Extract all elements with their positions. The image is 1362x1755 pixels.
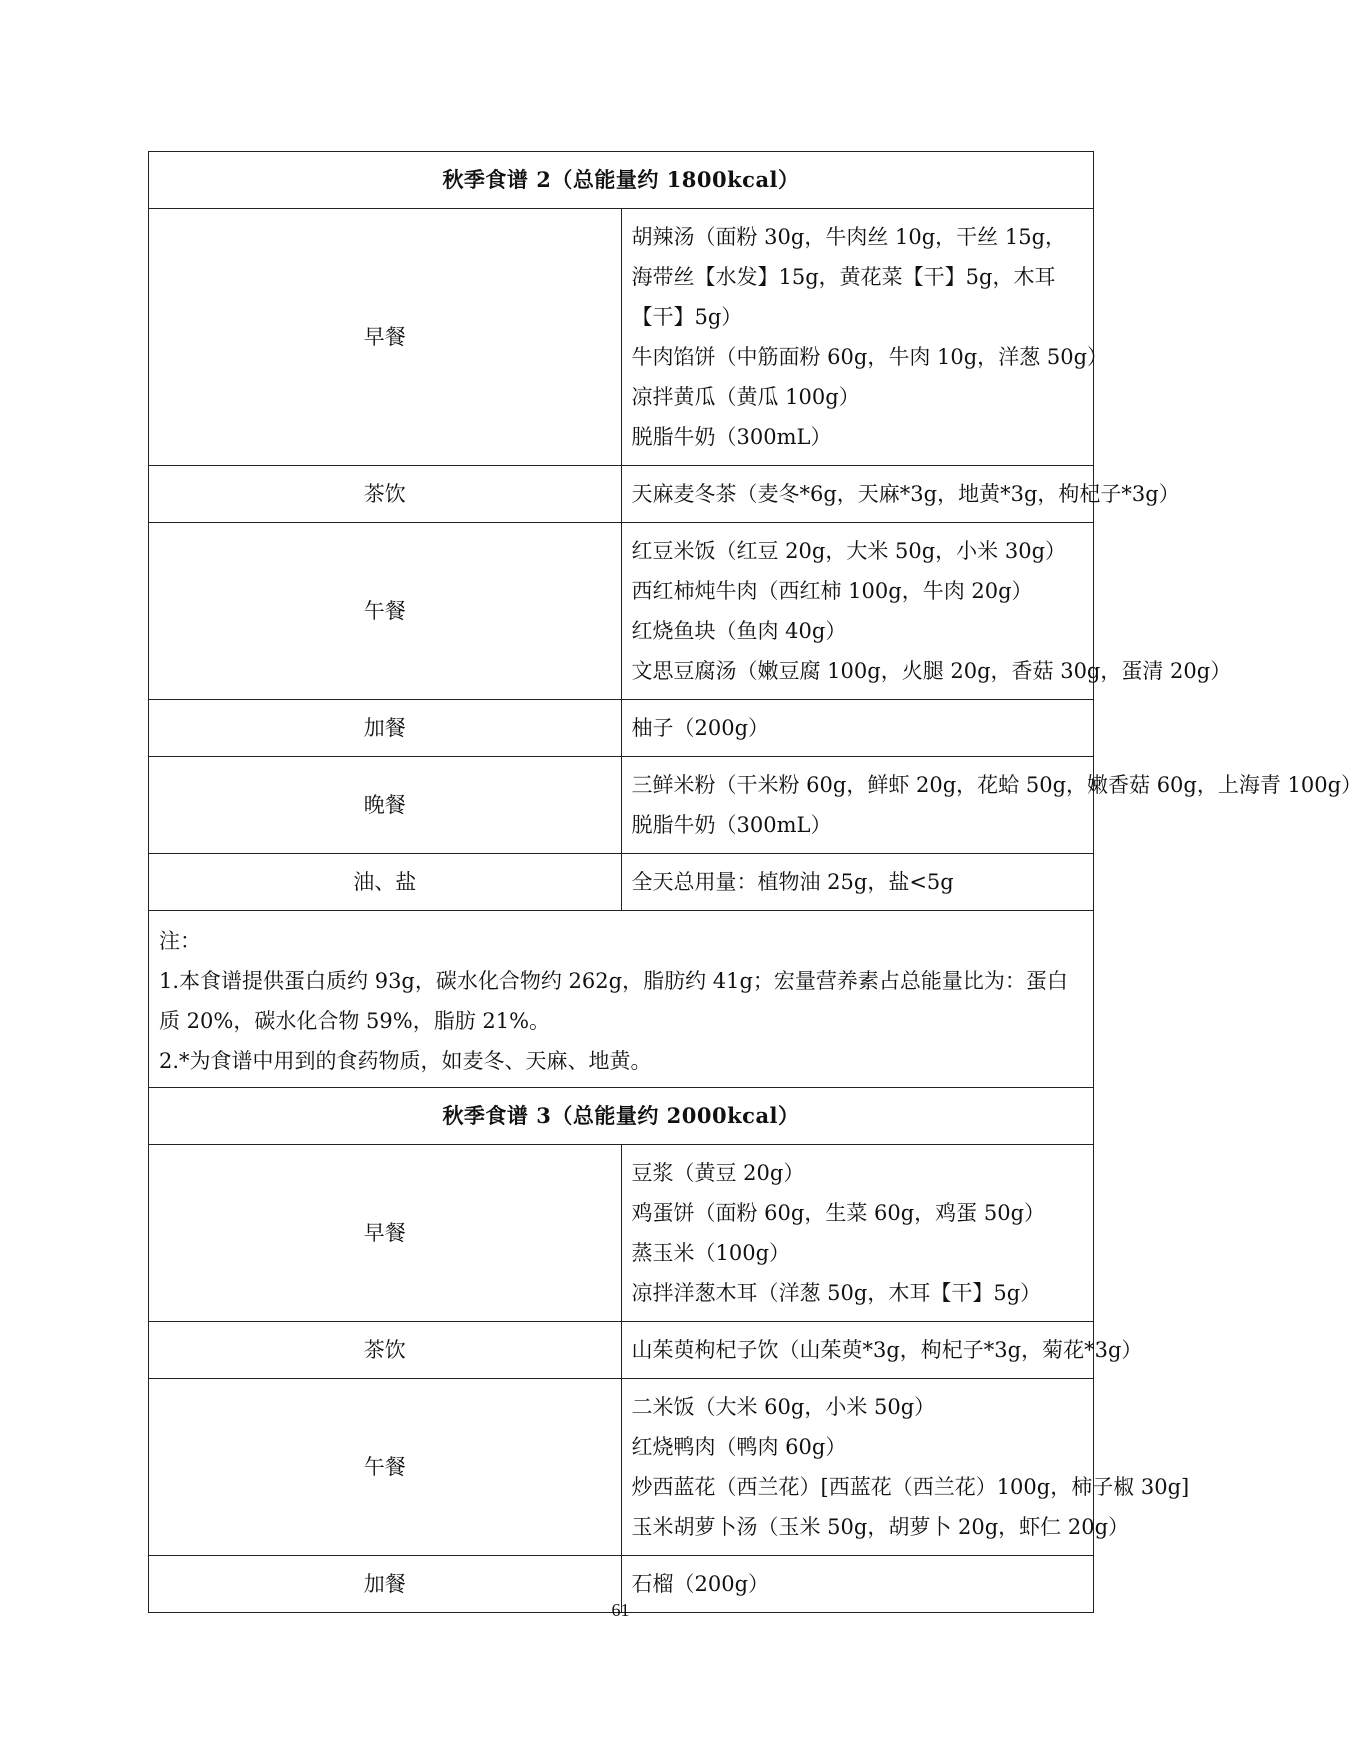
menu-item: 石榴（200g） — [631, 1572, 770, 1596]
menu-item: 柚子（200g） — [631, 716, 770, 740]
menu3-row-lunch — [149, 1379, 1094, 1556]
menu-item: 文思豆腐汤（嫩豆腐 100g，火腿 20g，香菇 30g，蛋清 20g） — [631, 659, 1232, 683]
menu-item: 蒸玉米（100g） — [631, 1241, 791, 1265]
meal-name-tea: 茶饮 — [149, 1322, 622, 1379]
meal-name-dinner: 晚餐 — [149, 757, 622, 854]
meal-name-snack: 加餐 — [149, 700, 622, 757]
menu-item: 鸡蛋饼（面粉 60g，生菜 60g，鸡蛋 50g） — [631, 1201, 1046, 1225]
menu3-row-breakfast — [149, 1145, 1094, 1322]
page-number: 61 — [611, 1600, 630, 1620]
meal-items-lunch — [621, 1379, 1190, 1556]
meal-name-lunch: 午餐 — [149, 1379, 622, 1556]
menu-item: 全天总用量：植物油 25g，盐<5g — [631, 870, 954, 894]
meal-items-breakfast — [621, 1145, 1094, 1322]
menu-item: 豆浆（黄豆 20g） — [631, 1161, 805, 1185]
menu2-row-dinner — [149, 757, 1094, 854]
meal-items-breakfast — [621, 209, 1109, 466]
meal-name-lunch: 午餐 — [149, 523, 622, 700]
note-label: 注： — [159, 929, 201, 953]
menu3-row-tea — [149, 1322, 1094, 1379]
menu-table — [148, 151, 1362, 1613]
menu-item: 凉拌黄瓜（黄瓜 100g） — [631, 385, 860, 409]
menu-item: 炒西蓝花（西兰花）[西蓝花（西兰花）100g，柿子椒 30g] — [631, 1475, 1190, 1499]
menu-item: 脱脂牛奶（300mL） — [631, 425, 832, 449]
meal-items-dinner — [621, 757, 1362, 854]
menu3-title-row — [149, 1088, 1094, 1145]
menu2-title-row — [149, 152, 1094, 209]
menu-item: 二米饭（大米 60g，小米 50g） — [631, 1395, 936, 1419]
meal-items-oil-salt — [621, 854, 1094, 911]
menu-item: 天麻麦冬茶（麦冬*6g，天麻*3g，地黄*3g，枸杞子*3g） — [631, 482, 1180, 506]
meal-name-tea: 茶饮 — [149, 466, 622, 523]
note-line: 1.本食谱提供蛋白质约 93g，碳水化合物约 262g，脂肪约 41g；宏量营养素占总能量比为：蛋白质 20%，碳水化合物 59%，脂肪 21%。 — [159, 969, 1068, 1033]
note-line: 2.*为食谱中用到的食药物质，如麦冬、天麻、地黄。 — [159, 1049, 652, 1073]
meal-name-breakfast: 早餐 — [149, 1145, 622, 1322]
menu2-row-lunch — [149, 523, 1094, 700]
meal-name-oil-salt: 油、盐 — [149, 854, 622, 911]
meal-items-lunch — [621, 523, 1232, 700]
meal-items-tea — [621, 466, 1180, 523]
menu3-title: 秋季食谱 3（总能量约 2000kcal） — [149, 1088, 1094, 1145]
menu-item: 红烧鸭肉（鸭肉 60g） — [631, 1435, 847, 1459]
meal-items-snack — [621, 700, 1094, 757]
menu-item: 山茱萸枸杞子饮（山茱萸*3g，枸杞子*3g，菊花*3g） — [631, 1338, 1143, 1362]
menu2-row-breakfast — [149, 209, 1094, 466]
menu2-row-snack — [149, 700, 1094, 757]
menu-item: 红豆米饭（红豆 20g，大米 50g，小米 30g） — [631, 539, 1067, 563]
menu2-title: 秋季食谱 2（总能量约 1800kcal） — [149, 152, 1094, 209]
menu-item: 玉米胡萝卜汤（玉米 50g，胡萝卜 20g，虾仁 20g） — [631, 1515, 1130, 1539]
menu-item: 西红柿炖牛肉（西红柿 100g，牛肉 20g） — [631, 579, 1033, 603]
menu-item: 脱脂牛奶（300mL） — [631, 813, 832, 837]
menu-item: 红烧鱼块（鱼肉 40g） — [631, 619, 847, 643]
meal-items-tea — [621, 1322, 1143, 1379]
menu-item: 三鲜米粉（干米粉 60g，鲜虾 20g，花蛤 50g，嫩香菇 60g，上海青 100g） — [631, 773, 1362, 797]
menu-item: 凉拌洋葱木耳（洋葱 50g，木耳【干】5g） — [631, 1281, 1042, 1305]
menu-item: 胡辣汤（面粉 30g，牛肉丝 10g，干丝 15g，海带丝【水发】15g，黄花菜【干】5g，木耳【干】5g） — [631, 225, 1067, 329]
meal-name-snack: 加餐 — [149, 1556, 622, 1613]
menu-item: 牛肉馅饼（中筋面粉 60g，牛肉 10g，洋葱 50g） — [631, 345, 1109, 369]
menu2-row-oil-salt — [149, 854, 1094, 911]
menu2-note — [149, 911, 1094, 1088]
menu2-row-tea — [149, 466, 1094, 523]
meal-name-breakfast: 早餐 — [149, 209, 622, 466]
menu2-note-row — [149, 911, 1094, 1088]
